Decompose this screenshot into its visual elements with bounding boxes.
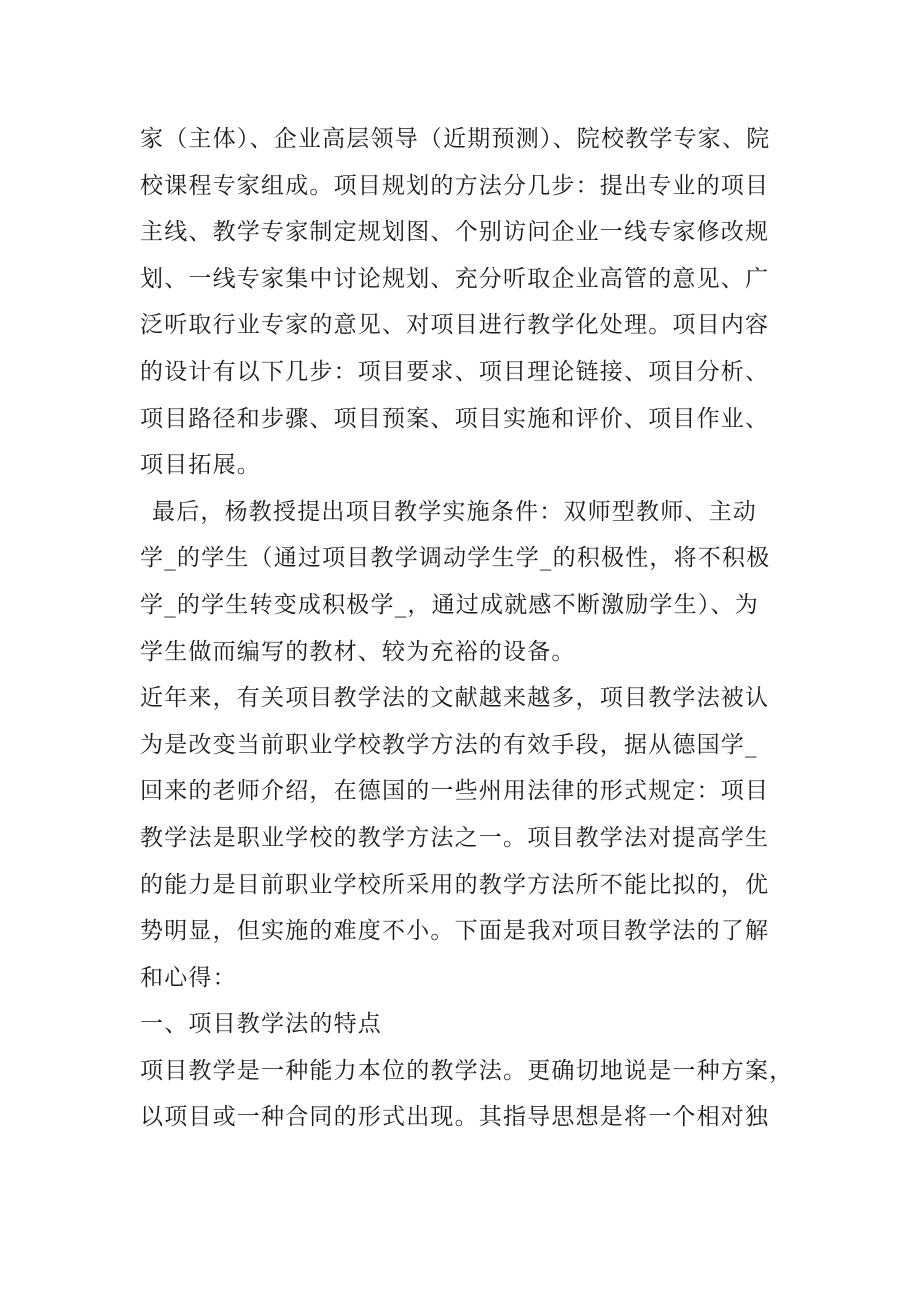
- text-line-1: 家（主体）、企业高层领导（近期预测）、院校教学专家、院: [140, 126, 771, 152]
- document-body: [140, 116, 800, 1141]
- text-line-3: 主线、教学专家制定规划图、个别访问企业一线专家修改规: [140, 219, 770, 246]
- text-line-22: 以项目或一种合同的形式出现。其指导思想是将一个相对独: [140, 1104, 770, 1131]
- text-line-16: 教学法是职业学校的教学方法之一。项目教学法对提高学生: [140, 824, 770, 851]
- text-line-7: 项目路径和步骤、项目预案、项目实施和评价、项目作业、: [140, 405, 770, 432]
- text-line-19: 和心得：: [140, 964, 237, 991]
- text-line-10: 学_的学生（通过项目教学调动学生学_的积极性，将不积极: [140, 545, 771, 572]
- text-line-14: 为是改变当前职业学校教学方法的有效手段，据从德国学_: [140, 731, 758, 758]
- text-line-15: 回来的老师介绍，在德国的一些州用法律的形式规定：项目: [140, 778, 770, 805]
- text-line-11: 学_的学生转变成积极学_，通过成就感不断激励学生）、为: [140, 591, 759, 618]
- text-line-21: 项目教学是一种能力本位的教学法。更确切地说是一种方案，: [140, 1057, 794, 1084]
- text-line-8: 项目拓展。: [140, 452, 261, 479]
- text-line-17: 的能力是目前职业学校所采用的教学方法所不能比拟的，优: [140, 871, 770, 898]
- text-line-13: 近年来，有关项目教学法的文献越来越多，项目教学法被认: [140, 685, 770, 712]
- text-line-18: 势明显，但实施的难度不小。下面是我对项目教学法的了解: [140, 918, 770, 945]
- text-line-9: 最后，杨教授提出项目教学实施条件：双师型教师、主动: [152, 498, 757, 525]
- text-line-4: 划、一线专家集中讨论规划、充分听取企业高管的意见、广: [140, 265, 770, 292]
- section-heading: 一、项目教学法的特点: [140, 1011, 382, 1038]
- text-line-5: 泛听取行业专家的意见、对项目进行教学化处理。项目内容: [140, 312, 770, 339]
- text-line-6: 的设计有以下几步：项目要求、项目理论链接、项目分析、: [140, 358, 770, 385]
- text-line-12: 学生做而编写的教材、较为充裕的设备。: [140, 638, 576, 665]
- text-line-2: 校课程专家组成。项目规划的方法分几步：提出专业的项目: [140, 172, 770, 199]
